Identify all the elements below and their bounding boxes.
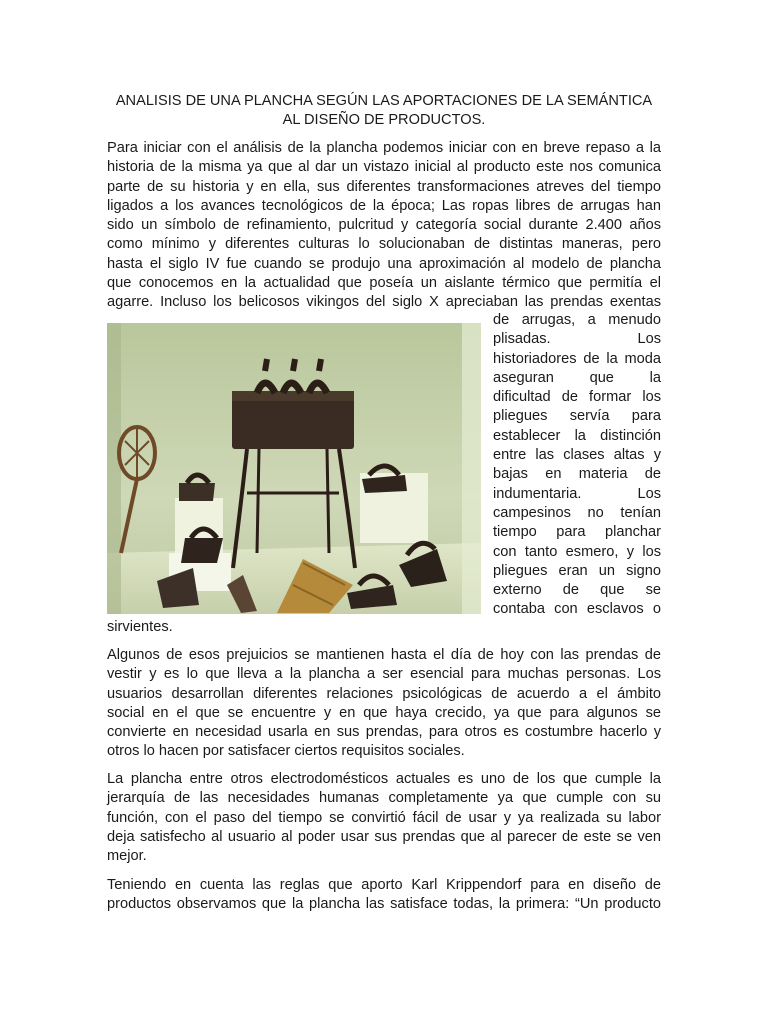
text-line: de arrugas, a menudo (493, 312, 661, 328)
paragraph-krippendorf (107, 876, 661, 915)
text-line: mejor. (107, 848, 147, 865)
text-line: dificultad de formar los (493, 389, 661, 406)
text-line: Algunos de esos prejuicios se mantienen hasta el día de hoy con las prendas de (107, 647, 661, 663)
text-line: aseguran que la (493, 369, 661, 386)
text-line: vestir y es lo que lleva a la plancha a ser esencial para muchas personas. Los (107, 666, 661, 683)
text-line: sirvientes. (107, 619, 173, 635)
text-line: ligados a los avances tecnológicos de la época; Las ropas libres de arrugas han (107, 197, 661, 214)
text-line: parte de su historia y en ella, sus diferentes transformaciones atreves del tiempo (107, 178, 661, 195)
text-line: que conocemos en la actualidad que poseía un aislante térmico que permitía el (107, 275, 661, 292)
paragraph-hierarchy (107, 770, 661, 866)
paragraph-prejudices (107, 646, 661, 762)
text-line: usuarios desarrollan diferentes relaciones psicológicas de acuerdo a el ámbito (107, 685, 661, 702)
museum-display-illustration (107, 323, 481, 614)
text-line: La plancha entre otros electrodomésticos actuales es uno de los que cumple la (107, 771, 661, 787)
text-line: entre las clases altas y (493, 447, 661, 464)
text-line: jerarquía de las necesidades humanas completamente ya que cumple con su (107, 790, 661, 807)
text-line: Para iniciar con el análisis de la plancha podemos iniciar con en breve repaso a la (107, 140, 661, 156)
text-line: productos observamos que la plancha las satisface todas, la primera: “Un producto (107, 896, 661, 913)
document-title (106, 92, 662, 130)
text-line: hasta el siglo IV fue cuando se produjo una aproximación al modelo de plancha (107, 255, 661, 272)
text-line: convierte en necesidad usarla en sus prendas, para otros es costumbre hacerlo y (107, 724, 661, 741)
text-line: función, con el paso del tiempo se convirtió fácil de usar y ya realizada su labor (107, 809, 661, 826)
text-line: como mínimo y diferentes culturas lo solucionaban de distintas maneras, pero (107, 236, 661, 253)
text-line: bajas en materia de (493, 466, 661, 483)
text-line: plisadas. Los (493, 331, 661, 348)
text-line: historia de la misma ya que al dar un vistazo inicial al producto este nos comunica (107, 159, 661, 176)
title-line-2: AL DISEÑO DE PRODUCTOS. (282, 112, 486, 128)
title-line-1: ANALISIS DE UNA PLANCHA SEGÚN LAS APORTACIONES DE LA SEMÁNTICA (115, 93, 653, 109)
text-line: sido un símbolo de refinamiento, pulcritud y categoría social durante 2.400 años (107, 217, 661, 234)
text-line: externo de que se (493, 582, 661, 599)
antique-irons-photo (107, 323, 481, 614)
text-line: indumentaria. Los (493, 485, 661, 502)
text-line: campesinos no tenían (493, 504, 661, 521)
text-line: contaba con esclavos o (493, 601, 661, 618)
text-line: con tanto esmero, y los (493, 543, 661, 560)
text-line: establecer la distinción (493, 427, 661, 444)
text-line: otros lo hacen por satisfacer ciertos requisitos sociales. (107, 743, 465, 760)
text-line: Teniendo en cuenta las reglas que aporto Karl Krippendorf para en diseño de (107, 877, 661, 893)
text-line: pliegues eran un signo (493, 562, 661, 579)
text-line: pliegues servía para (493, 408, 661, 425)
wrapped-text-column (493, 311, 661, 620)
text-line: historiadores de la moda (493, 350, 661, 367)
text-line: tiempo para planchar (493, 524, 661, 541)
text-line: deja satisfecho al usuario al poder usar sus prendas que al parecer de este se ven (107, 828, 661, 845)
paragraph-intro (107, 139, 661, 313)
text-line: social en el que se encuentre y en que haya crecido, ya que para algunos se (107, 704, 661, 721)
text-line: agarre. Incluso los belicosos vikingos del siglo X apreciaban las prendas exentas (107, 294, 661, 311)
